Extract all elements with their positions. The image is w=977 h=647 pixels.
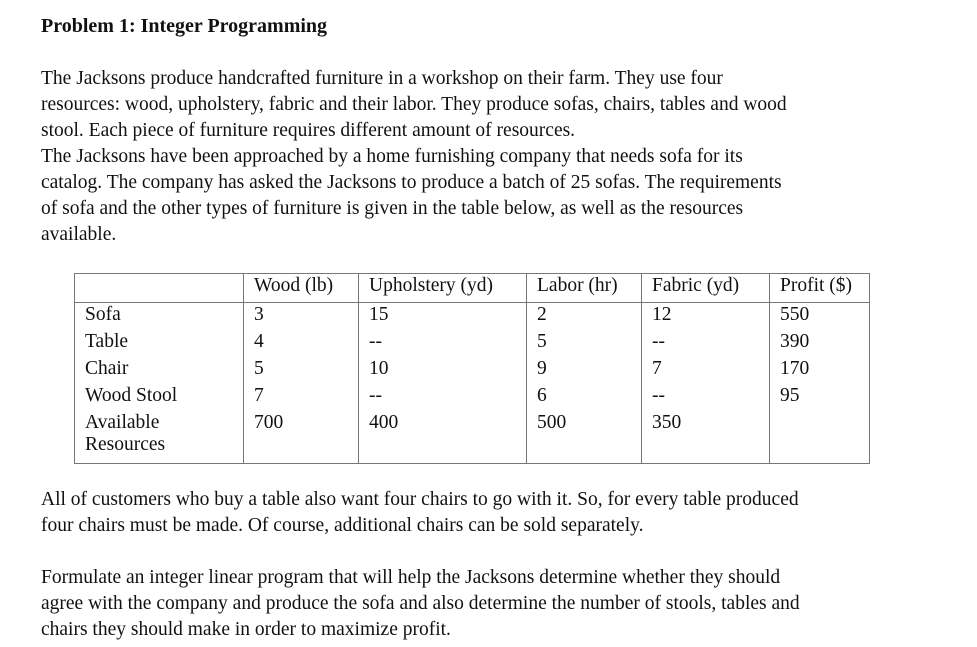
intro-line: resources: wood, upholstery, fabric and their labor. They produce sofas, chairs, tables and wood <box>41 94 787 115</box>
table-cell: 170 <box>770 357 870 384</box>
row-label: Table <box>75 330 244 357</box>
table-cell: 350 <box>642 411 770 464</box>
table-cell: -- <box>359 384 527 411</box>
table-cell: 5 <box>244 357 359 384</box>
table-header-row <box>75 274 870 303</box>
row-label: Wood Stool <box>75 384 244 411</box>
task-paragraph <box>41 565 941 643</box>
table-cell: -- <box>359 330 527 357</box>
header-cell: Fabric (yd) <box>642 274 770 303</box>
table-cell: 7 <box>244 384 359 411</box>
table-cell: 6 <box>527 384 642 411</box>
resource-table <box>74 273 870 464</box>
task-line: agree with the company and produce the sofa and also determine the number of stools, tables and <box>41 593 800 614</box>
table-cell: 390 <box>770 330 870 357</box>
header-cell: Profit ($) <box>770 274 870 303</box>
row-label: Chair <box>75 357 244 384</box>
table-cell: 5 <box>527 330 642 357</box>
intro-line: The Jacksons produce handcrafted furniture in a workshop on their farm. They use four <box>41 68 723 89</box>
table-cell: -- <box>642 330 770 357</box>
note-line: four chairs must be made. Of course, additional chairs can be sold separately. <box>41 515 644 536</box>
table-cell: 12 <box>642 303 770 331</box>
table-cell: 550 <box>770 303 870 331</box>
header-cell <box>75 274 244 303</box>
table-row <box>75 384 870 411</box>
table-cell: 400 <box>359 411 527 464</box>
available-resources-row <box>75 411 870 464</box>
intro-line: The Jacksons have been approached by a home furnishing company that needs sofa for its <box>41 146 743 167</box>
task-line: chairs they should make in order to maximize profit. <box>41 619 451 640</box>
table-cell: 15 <box>359 303 527 331</box>
header-cell: Upholstery (yd) <box>359 274 527 303</box>
table-cell: 2 <box>527 303 642 331</box>
resources-label: Resources <box>85 434 166 455</box>
header-cell: Labor (hr) <box>527 274 642 303</box>
table-row <box>75 303 870 331</box>
intro-line: catalog. The company has asked the Jacksons to produce a batch of 25 sofas. The requirements <box>41 172 782 193</box>
table-cell: 95 <box>770 384 870 411</box>
intro-line: of sofa and the other types of furniture is given in the table below, as well as the resources <box>41 198 744 219</box>
table-cell: -- <box>642 384 770 411</box>
table-cell: 10 <box>359 357 527 384</box>
table-cell: 9 <box>527 357 642 384</box>
intro-line: available. <box>41 224 117 245</box>
task-line: Formulate an integer linear program that will help the Jacksons determine whether they should <box>41 567 781 588</box>
row-label: Sofa <box>75 303 244 331</box>
table-cell: 3 <box>244 303 359 331</box>
problem-title: Problem 1: Integer Programming <box>41 15 328 37</box>
header-cell: Wood (lb) <box>244 274 359 303</box>
row-label <box>75 411 244 464</box>
table-cell: 7 <box>642 357 770 384</box>
table-row <box>75 357 870 384</box>
table-cell: 4 <box>244 330 359 357</box>
intro-line: stool. Each piece of furniture requires different amount of resources. <box>41 120 576 141</box>
chairs-note-paragraph <box>41 487 941 539</box>
table-row <box>75 330 870 357</box>
table-cell: 700 <box>244 411 359 464</box>
note-line: All of customers who buy a table also want four chairs to go with it. So, for every table produced <box>41 489 799 510</box>
table-cell <box>770 411 870 464</box>
intro-paragraph <box>41 66 941 248</box>
available-label: Available <box>85 412 160 433</box>
table-cell: 500 <box>527 411 642 464</box>
